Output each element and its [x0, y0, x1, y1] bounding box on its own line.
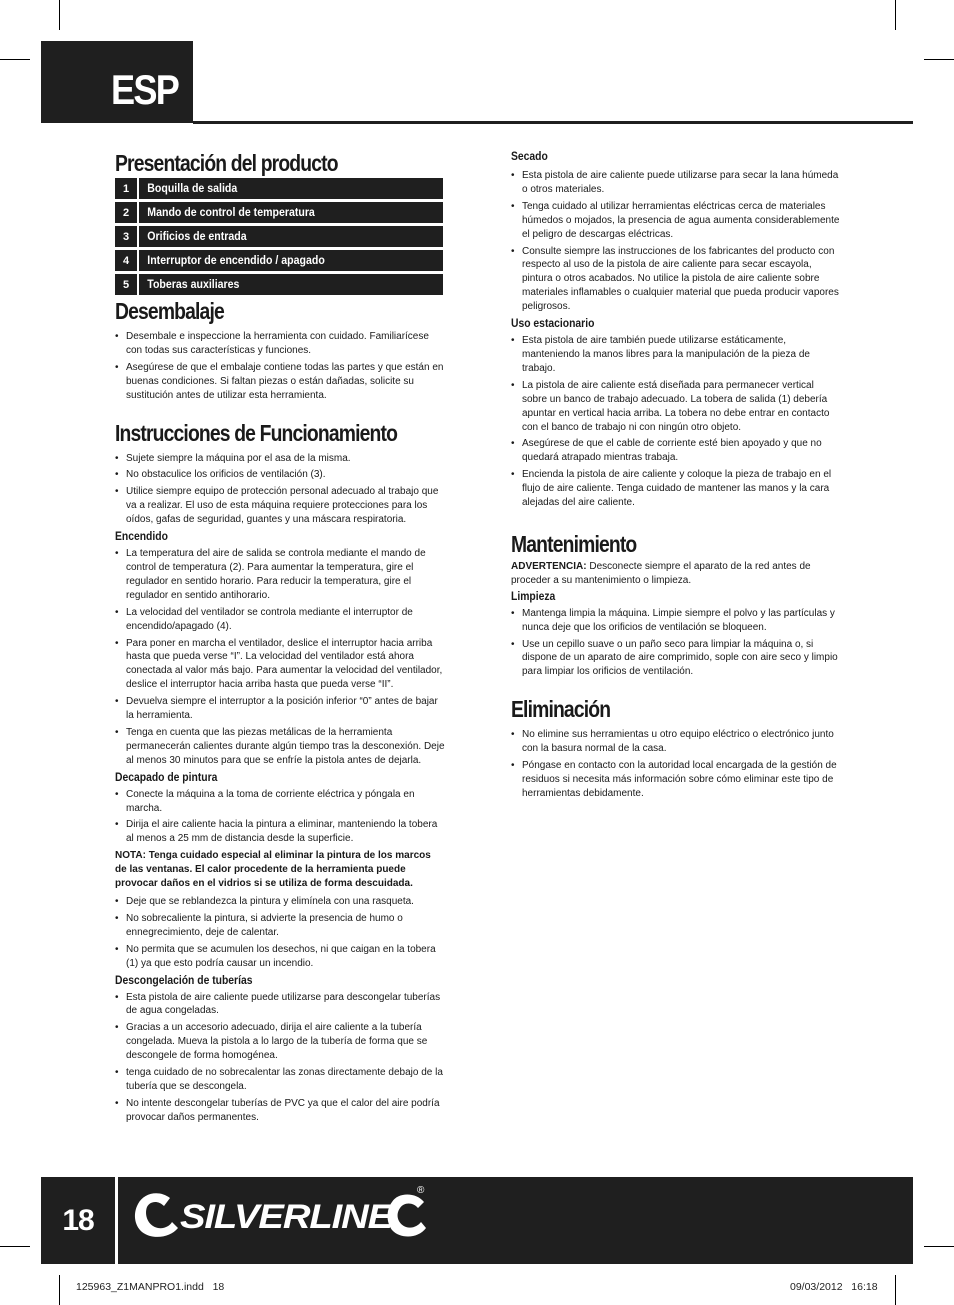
list-item: • Devuelva siempre el interruptor a la posición inferior “0” antes de bajar la herramienta.: [115, 695, 445, 723]
list-item: • Esta pistola de aire también puede utilizarse estáticamente, manteniendo la manos libres para la manipulación de la pieza de trabajo.: [511, 334, 841, 376]
language-code: ESP: [111, 66, 179, 113]
instrucciones-list: [115, 452, 445, 528]
list-item: • Sujete siempre la máquina por el asa de la misma.: [115, 452, 445, 466]
uso-list: [511, 334, 841, 510]
brand-text: SILVERLINE: [180, 1198, 395, 1236]
list-item: • Para poner en marcha el ventilador, deslice el interruptor hacia arriba hasta que pueda verse “I”. La velocidad del ventilador está ahora conectada al valor más bajo. Para aumentar la velocidad del ventilador, deslice el interruptor hacia arriba hasta que pueda verse “II”.: [115, 637, 445, 693]
part-number: 1: [115, 178, 139, 199]
decapado-note: NOTA: Tenga cuidado especial al eliminar la pintura de los marcos de las ventanas. El calor procedente de la herramienta puede provocar daños en el vidrios si se utiliza de forma descuidada.: [115, 850, 431, 890]
crop-mark: [924, 1246, 954, 1247]
header-rule: [193, 121, 913, 124]
silverline-logo: [130, 1182, 430, 1252]
list-item: • No sobrecaliente la pintura, si advierte la presencia de humo o ennegrecimiento, deje de calentar.: [115, 912, 445, 940]
part-number: 2: [115, 202, 139, 223]
list-item: • Conecte la máquina a la toma de corriente eléctrica y póngala en marcha.: [115, 788, 445, 816]
list-item: • La velocidad del ventilador se controla mediante el interruptor de encendido/apagado (4).: [115, 606, 445, 634]
list-item: • Esta pistola de aire caliente puede utilizarse para descongelar tuberías de agua congeladas.: [115, 991, 445, 1019]
list-item: • No permita que se acumulen los desechos, ni que caigan en la tobera (1) ya que esto podría causar un incendio.: [115, 943, 445, 971]
crop-mark: [0, 59, 30, 60]
list-item: • Asegúrese de que el cable de corriente esté bien apoyado y que no quedará atrapado mientras trabaja.: [511, 437, 841, 465]
secado-list: [511, 169, 841, 314]
file-info: 125963_Z1MANPRO1.indd 18: [76, 1281, 225, 1293]
subsection-title-decapado: Decapado de pintura: [115, 771, 218, 784]
part-row: [115, 178, 443, 199]
part-row: [115, 250, 443, 271]
section-title-desembalaje: Desembalaje: [115, 298, 224, 324]
section-title-eliminacion: Eliminación: [511, 696, 611, 723]
part-row: [115, 226, 443, 247]
page-number: 18: [62, 1203, 94, 1237]
list-item: • Encienda la pistola de aire caliente y coloque la pieza de trabajo en el flujo de aire caliente. Tenga cuidado de mantener las manos y la cara alejadas del aire caliente.: [511, 468, 841, 510]
list-item: • No elimine sus herramientas u otro equipo eléctrico o electrónico junto con la basura normal de la casa.: [511, 728, 841, 756]
list-item: • Tenga en cuenta que las piezas metálicas de la herramienta permanecerán calientes durante algún tiempo tras la desconexión. Deje al menos 30 minutos para que se enfríe la pistola antes de dejarla.: [115, 726, 445, 768]
descongelacion-list: [115, 991, 445, 1125]
language-tab: [41, 41, 193, 123]
list-item: • Mantenga limpia la máquina. Limpie siempre el polvo y las partículas y nunca deje que los orificios de ventilación se bloqueen.: [511, 607, 841, 635]
subsection-title-encendido: Encendido: [115, 531, 168, 544]
decapado-list-b: [115, 895, 445, 971]
footer-divider: [115, 1177, 118, 1264]
section-title-presentacion: Presentación del producto: [115, 150, 338, 176]
desembalaje-list: [115, 330, 445, 403]
part-label: Boquilla de salida: [147, 182, 238, 195]
crop-mark: [924, 59, 954, 60]
right-column: [511, 150, 841, 804]
part-label: Interruptor de encendido / apagado: [147, 254, 325, 267]
part-number: 5: [115, 274, 139, 295]
warning-label: ADVERTENCIA:: [511, 560, 587, 572]
crop-mark: [0, 1246, 30, 1247]
decapado-list-a: [115, 788, 445, 847]
left-column: [115, 150, 445, 1128]
list-item: • No obstaculice los orificios de ventilación (3).: [115, 468, 445, 482]
part-label: Toberas auxiliares: [147, 278, 240, 291]
mantenimiento-warning: [511, 560, 841, 588]
section-title-mantenimiento: Mantenimiento: [511, 530, 637, 557]
list-item: • Deje que se reblandezca la pintura y elimínela con una rasqueta.: [115, 895, 445, 909]
list-item: • Asegúrese de que el embalaje contiene todas las partes y que están en buenas condiciones. Si faltan piezas o están dañadas, solicite su sustitución antes de utilizar esta herramienta.: [115, 361, 445, 403]
registered-mark: ®: [417, 1185, 425, 1196]
list-item: • No intente descongelar tuberías de PVC ya que el calor del aire podría provocar daños permanentes.: [115, 1097, 445, 1125]
date-time: 09/03/2012 16:18: [790, 1281, 878, 1293]
part-row: [115, 274, 443, 295]
part-row: [115, 202, 443, 223]
list-item: • Esta pistola de aire caliente puede utilizarse para secar la lana húmeda o otros materiales.: [511, 169, 841, 197]
part-label: Orificios de entrada: [147, 230, 247, 243]
crop-mark: [895, 0, 896, 30]
list-item: • La temperatura del aire de salida se controla mediante el mando de control de temperatura (2). Para aumentar la temperatura, gire el regulador en sentido horario. Para reducir la temperatura, gire el regulador en sentido antihorario.: [115, 547, 445, 603]
limpieza-list: [511, 607, 841, 680]
list-item: • La pistola de aire caliente está diseñada para permanecer vertical sobre un banco de trabajo adecuado. La tobera de salida (1) debería apuntar en vertical hacia arriba. La tobera no debe entrar en contacto con el banco de trabajo ni con ningún otro objeto.: [511, 379, 841, 435]
warning-text: Desconecte siempre el aparato de la red antes de proceder a su mantenimiento o limpieza.: [511, 560, 811, 586]
silverline-logo-icon: [130, 1182, 430, 1252]
section-title-instrucciones: Instrucciones de Funcionamiento: [115, 419, 398, 446]
list-item: • Dirija el aire caliente hacia la pintura a eliminar, manteniendo la tobera al menos a 25 mm de distancia desde la superficie.: [115, 818, 445, 846]
list-item: • Use un cepillo suave o un paño seco para limpiar la máquina o, si dispone de un aparato de aire comprimido, sople con aire seco y limpio para limpiar los orificios de ventilación.: [511, 638, 841, 680]
list-item: • Desembale e inspeccione la herramienta con cuidado. Familiarícese con todas sus características y funciones.: [115, 330, 445, 358]
crop-mark: [895, 1275, 896, 1305]
list-item: • Póngase en contacto con la autoridad local encargada de la gestión de residuos si necesita más información sobre cómo eliminar este tipo de herramientas debidamente.: [511, 759, 841, 801]
subsection-title-secado: Secado: [511, 151, 548, 163]
subsection-title-descongelacion: Descongelación de tuberías: [115, 974, 253, 987]
crop-mark: [59, 0, 60, 30]
part-label: Mando de control de temperatura: [147, 206, 315, 219]
encendido-list: [115, 547, 445, 768]
parts-list: [115, 178, 443, 295]
subsection-title-uso: Uso estacionario: [511, 318, 595, 331]
part-number: 4: [115, 250, 139, 271]
eliminacion-list: [511, 728, 841, 801]
subsection-title-limpieza: Limpieza: [511, 590, 556, 603]
part-number: 3: [115, 226, 139, 247]
list-item: • Consulte siempre las instrucciones de los fabricantes del producto con respecto al uso de la pistola de aire caliente para secar escayola, pintura o otros acabados. No utilice la pistola de aire caliente sobre materiales inflamables o cualquier material que pueda producir vapores peligrosos.: [511, 245, 841, 315]
list-item: • Gracias a un accesorio adecuado, dirija el aire caliente a la tubería congelada. Mueva la pistola a lo largo de la tubería de forma que se descongele de forma homogénea.: [115, 1021, 445, 1063]
list-item: • tenga cuidado de no sobrecalentar las zonas directamente debajo de la tubería que se descongela.: [115, 1066, 445, 1094]
crop-mark: [59, 1275, 60, 1305]
list-item: • Utilice siempre equipo de protección personal adecuado al trabajo que va a realizar. El uso de esta máquina requiere protecciones para los oídos, gafas de seguridad, guantes y una máscara respiratoria.: [115, 485, 445, 527]
list-item: • Tenga cuidado al utilizar herramientas eléctricas cerca de materiales húmedos o mojados, la presencia de agua aumenta considerablemente el peligro de descargas eléctricas.: [511, 200, 841, 242]
